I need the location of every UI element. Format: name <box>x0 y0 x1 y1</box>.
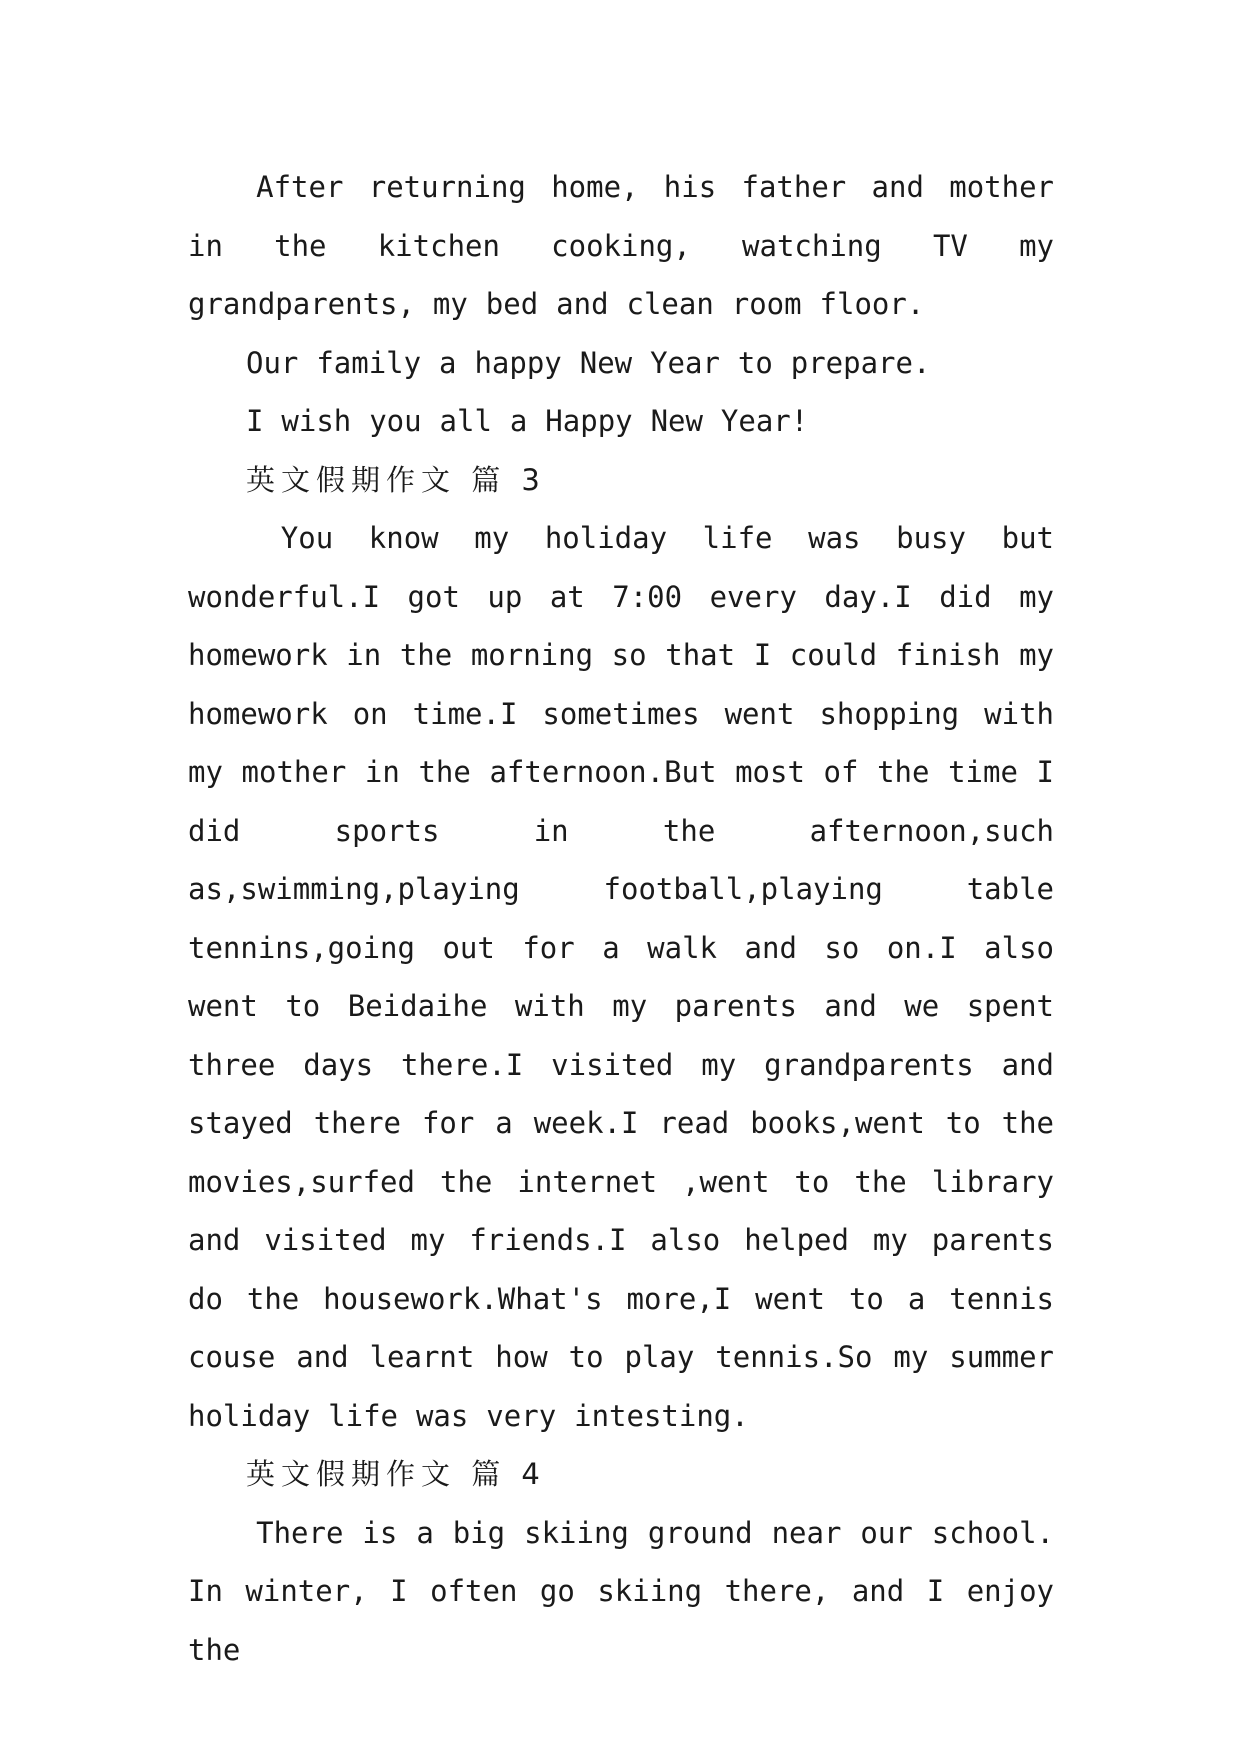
paragraph-new-year-prepare: Our family a happy New Year to prepare. <box>246 345 931 380</box>
document-body <box>188 158 1054 1679</box>
paragraph-skiing-ground: There is a big skiing ground near our school. In winter, I often go skiing there, and I enjoy the <box>188 1515 1054 1667</box>
paragraph-holiday-life: You know my holiday life was busy but wonderful.I got up at 7:00 every day.I did my homework in the morning so that I could finish my homework on time.I sometimes went shopping with my mother in the afternoon.But most of the time I did sports in the afternoon,such as,swimming,playing football,playing table tennins,going out for a walk and so on.I also went to Beidaihe with my parents and we spent three days there.I visited my grandparents and stayed there for a week.I read books,went to the movies,surfed the internet ,went to the library and visited my friends.I also helped my parents do the housework.What's more,I went to a tennis couse and learnt how to play tennis.So my summer holiday life was very intesting. <box>188 521 1054 1433</box>
section-heading-4: 英文假期作文 篇 4 <box>246 1457 546 1491</box>
section-heading-3: 英文假期作文 篇 3 <box>246 462 546 497</box>
paragraph-happy-new-year: I wish you all a Happy New Year! <box>246 404 809 438</box>
paragraph-after-returning-home: After returning home, his father and mother in the kitchen cooking, watching TV my grandparents, my bed and clean room floor. <box>188 170 1054 321</box>
